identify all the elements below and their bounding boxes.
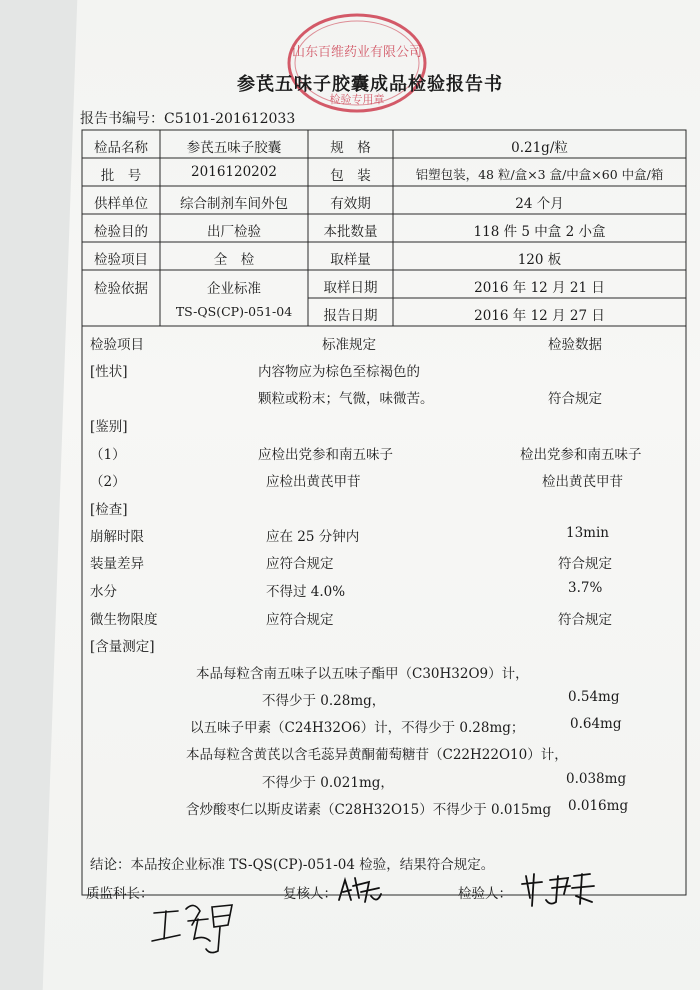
signature-qa-chief: [148, 895, 238, 965]
value-product-name: 参芪五味子胶囊: [186, 140, 282, 156]
label-batch: 批 号: [100, 168, 142, 184]
moisture-result: 3.7%: [568, 580, 603, 596]
appearance-result: 符合规定: [548, 391, 602, 407]
ident-2-result: 检出黄芪甲苷: [542, 474, 623, 490]
value-supplier: 综合制剂车间外包: [180, 196, 288, 212]
disintegration-std: 应在 25 分钟内: [266, 529, 360, 545]
value-basis-2: TS-QS(CP)-051-04: [175, 304, 293, 319]
ident-2-std: 应检出黄芪甲苷: [266, 474, 361, 490]
assay-6: 含炒酸枣仁以斯皮诺素（C28H32O15）不得少于 0.015mg: [186, 802, 552, 818]
label-product-name: 检品名称: [94, 140, 148, 156]
header-item: 检验项目: [90, 337, 144, 353]
assay-2-result: 0.54mg: [568, 689, 620, 705]
value-sample-amount: 120 板: [517, 252, 562, 268]
value-batch: 2016120202: [191, 164, 277, 180]
value-sample-date: 2016 年 12 月 21 日: [474, 280, 605, 296]
assay-4: 本品每粒含黄芪以含毛蕊异黄酮葡萄糖苷（C22H22O10）计，: [186, 747, 568, 763]
seal-inner-text: 检验专用章: [329, 93, 385, 106]
moisture-std: 不得过 4.0%: [266, 584, 346, 600]
signature-inspector: [520, 866, 600, 910]
disintegration-result: 13min: [566, 525, 609, 541]
appearance-std-2: 颗粒或粉末；气微，味微苦。: [258, 391, 434, 407]
label-qa-chief: 质监科长：: [86, 886, 154, 902]
label-inspector: 检验人：: [458, 886, 512, 902]
value-test-items: 全 检: [213, 252, 255, 268]
label-package: 包 装: [330, 168, 371, 184]
assay-3: 以五味子甲素（C24H32O6）计，不得少于 0.28mg；: [190, 720, 525, 736]
assay-5: 不得少于 0.021mg，: [262, 775, 394, 791]
assay-1: 本品每粒含南五味子以五味子酯甲（C30H32O9）计，: [196, 666, 529, 682]
label-reviewer: 复核人：: [283, 886, 337, 902]
value-purpose: 出厂检验: [207, 224, 261, 240]
ident-1-result: 检出党参和南五味子: [520, 447, 642, 463]
label-quantity: 本批数量: [323, 224, 378, 240]
microbial-result: 符合规定: [558, 612, 612, 628]
value-basis-1: 企业标准: [207, 281, 261, 297]
label-supplier: 供样单位: [94, 196, 148, 212]
signature-reviewer: [335, 870, 385, 910]
value-package: 铝塑包装，48 粒/盒×3 盒/中盒×60 中盒/箱: [415, 167, 664, 182]
conclusion: 结论：本品按企业标准 TS-QS(CP)-051-04 检验，结果符合规定。: [90, 857, 495, 873]
ident-2-label: （2）: [90, 474, 126, 490]
label-test-items: 检验项目: [94, 252, 148, 268]
ident-1-std: 应检出党参和南五味子: [258, 447, 393, 463]
section-appearance: [性状]: [90, 364, 128, 380]
page-title: 参芪五味子胶囊成品检验报告书: [237, 74, 503, 95]
label-expiry: 有效期: [330, 196, 371, 212]
appearance-std-1: 内容物应为棕色至棕褐色的: [258, 364, 420, 380]
assay-2: 不得少于 0.28mg，: [262, 693, 386, 709]
moisture-label: 水分: [90, 584, 117, 600]
assay-5-result: 0.038mg: [566, 771, 627, 787]
value-expiry: 24 个月: [515, 196, 564, 212]
label-report-date: 报告日期: [323, 308, 378, 324]
disintegration-label: 崩解时限: [90, 529, 144, 545]
header-standard: 标准规定: [322, 337, 376, 353]
microbial-std: 应符合规定: [266, 612, 334, 628]
fill-variation-std: 应符合规定: [266, 556, 334, 572]
section-inspection: [检查]: [90, 502, 128, 518]
seal-outer-text: 山东百维药业有限公司: [291, 45, 423, 60]
ident-1-label: （1）: [90, 447, 126, 463]
value-report-date: 2016 年 12 月 27 日: [474, 308, 605, 324]
value-spec: 0.21g/粒: [511, 140, 568, 156]
fill-variation-label: 装量差异: [90, 556, 144, 572]
section-assay: [含量测定]: [90, 639, 155, 655]
header-data: 检验数据: [548, 337, 602, 353]
microbial-label: 微生物限度: [90, 612, 158, 628]
assay-3-result: 0.64mg: [570, 716, 622, 732]
label-spec: 规 格: [330, 140, 371, 156]
fill-variation-result: 符合规定: [558, 556, 612, 572]
assay-6-result: 0.016mg: [568, 798, 629, 814]
value-quantity: 118 件 5 中盒 2 小盒: [473, 224, 606, 240]
label-basis: 检验依据: [94, 281, 148, 297]
label-sample-date: 取样日期: [323, 280, 378, 296]
label-purpose: 检验目的: [94, 224, 148, 240]
report-number: 报告书编号：C5101-201612033: [80, 111, 296, 127]
label-sample-amount: 取样量: [330, 252, 371, 268]
section-identification: [鉴别]: [90, 419, 128, 435]
